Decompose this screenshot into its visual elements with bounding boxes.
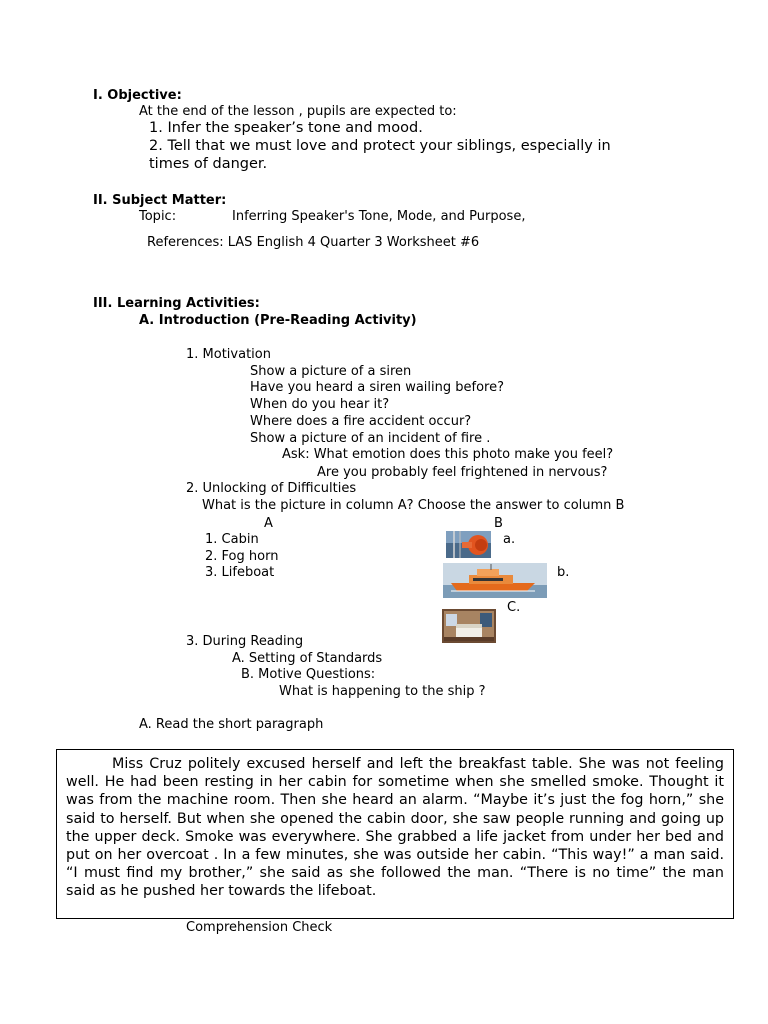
introduction-heading: A. Introduction (Pre-Reading Activity) (139, 313, 417, 328)
motivation-line: Where does a fire accident occur? (250, 414, 472, 429)
objective-item-2: 2. Tell that we must love and protect your siblings, especially in (149, 138, 611, 154)
references: References: LAS English 4 Quarter 3 Worksheet #6 (147, 235, 480, 250)
motivation-title: 1. Motivation (186, 347, 271, 362)
motive-questions: B. Motive Questions: (241, 667, 376, 682)
comprehension-check: Comprehension Check (186, 920, 333, 935)
column-a-item: 3. Lifeboat (205, 565, 275, 580)
foghorn-picture (446, 531, 491, 558)
story-box (56, 749, 734, 919)
subject-heading: II. Subject Matter: (93, 193, 227, 208)
objective-heading: I. Objective: (93, 88, 182, 103)
objective-item-1: 1. Infer the speaker’s tone and mood. (149, 120, 423, 136)
story-paragraph: Miss Cruz politely excused herself and left the breakfast table. She was not feeling well. He had been resting in her cabin for sometime when she smelled smoke. Thought it was from the machine room. Then she heard an alarm. “Maybe it’s just the fog horn,” she said to herself. But when she opened the cabin door, she saw people running and going up the upper deck. Smoke was everywhere. She grabbed a life jacket from under her bed and put on her overcoat . In a few minutes, she was outside her cabin. “This way!” a man said. “I must find my brother,” she said as she followed the man. “There is no time” the man said as he pushed her towards the lifeboat. (66, 756, 724, 900)
objective-item-2-cont: times of danger. (149, 156, 268, 172)
column-b-answer: C. (507, 600, 521, 615)
column-b-label: B (494, 516, 503, 531)
motivation-line: Show a picture of a siren (250, 364, 412, 379)
topic-value: Inferring Speaker's Tone, Mode, and Purpose, (232, 209, 526, 224)
motivation-ask: Ask: What emotion does this photo make you feel? (282, 447, 614, 462)
unlocking-title: 2. Unlocking of Difficulties (186, 481, 357, 496)
column-a-label: A (264, 516, 273, 531)
objective-intro: At the end of the lesson , pupils are expected to: (139, 104, 457, 119)
motivation-line: Have you heard a siren wailing before? (250, 380, 504, 395)
motivation-line: When do you hear it? (250, 397, 390, 412)
column-b-answer: b. (557, 565, 570, 580)
setting-of-standards: A. Setting of Standards (232, 651, 383, 666)
motivation-ask-followup: Are you probably feel frightened in nervous? (317, 465, 608, 480)
column-a-item: 1. Cabin (205, 532, 259, 547)
motivation-line: Show a picture of an incident of fire . (250, 431, 491, 446)
cabin-picture (442, 609, 496, 643)
topic-label: Topic: (139, 209, 177, 224)
column-b-answer: a. (503, 532, 516, 547)
read-instruction: A. Read the short paragraph (139, 717, 324, 732)
column-a-item: 2. Fog horn (205, 549, 279, 564)
lifeboat-picture (443, 563, 547, 598)
during-reading-title: 3. During Reading (186, 634, 304, 649)
unlocking-question: What is the picture in column A? Choose the answer to column B (202, 498, 625, 513)
activities-heading: III. Learning Activities: (93, 296, 260, 311)
motive-question: What is happening to the ship ? (279, 684, 486, 699)
